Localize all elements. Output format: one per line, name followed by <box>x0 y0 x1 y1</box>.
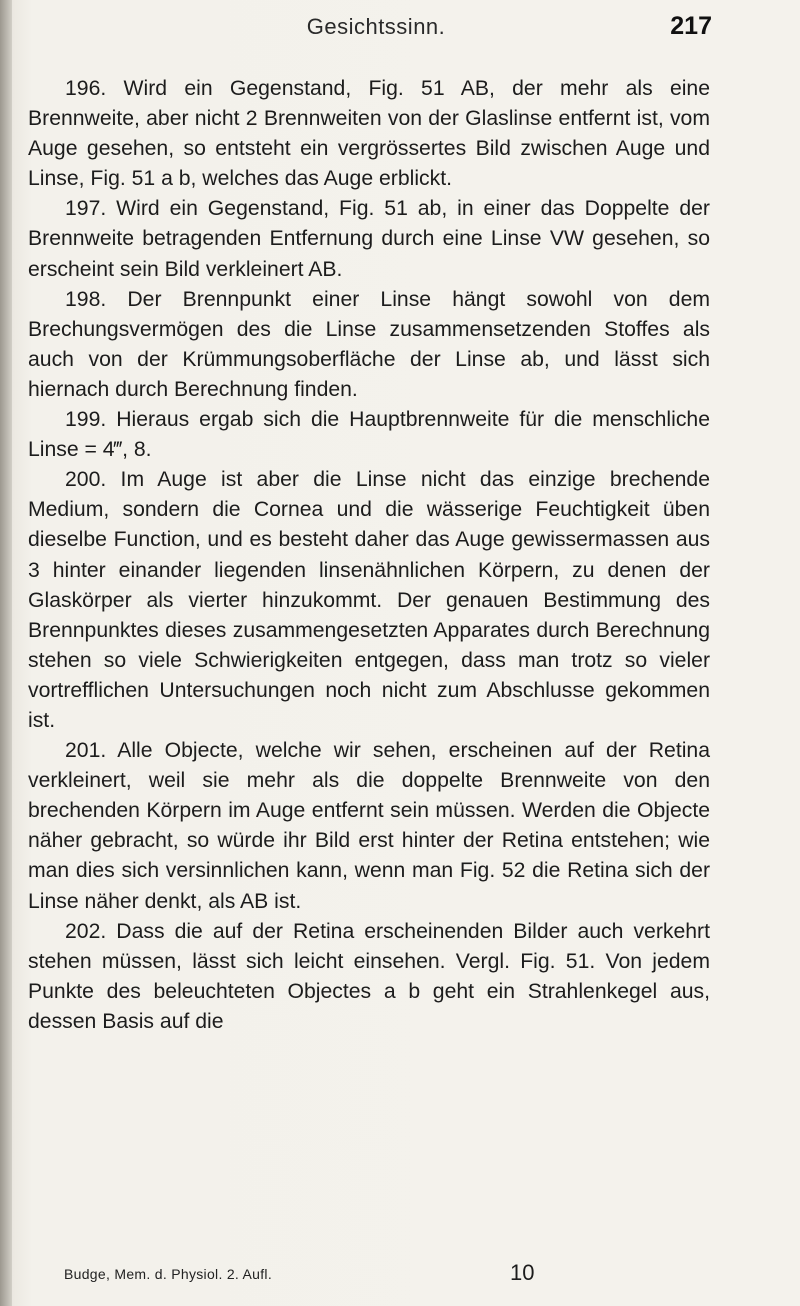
page-footer <box>64 1260 710 1290</box>
page-spine-shadow <box>0 0 12 1306</box>
paragraph-196: 196. Wird ein Gegenstand, Fig. 51 AB, der mehr als eine Brennweite, aber nicht 2 Brennweiten von der Glaslinse entfernt ist, vom Auge gesehen, so entsteht ein vergrössertes Bild zwischen Auge und Linse, Fig. 51 a b, welches das Auge erblickt. <box>28 77 710 191</box>
signature-mark: 10 <box>510 1260 535 1285</box>
paragraph-197: 197. Wird ein Gegenstand, Fig. 51 ab, in einer das Doppelte der Brennweite betragenden Entfernung durch eine Linse VW gesehen, so erscheint sein Bild verkleinert AB. <box>28 197 710 281</box>
body-text <box>28 74 710 1037</box>
footer-citation: Budge, Mem. d. Physiol. 2. Aufl. <box>64 1266 273 1282</box>
page-number: 217 <box>670 12 712 40</box>
running-head: Gesichtssinn. <box>306 14 446 39</box>
paragraph-201: 201. Alle Objecte, welche wir sehen, erscheinen auf der Retina verkleinert, weil sie mehr als die doppelte Brennweite von den brechenden Körpern im Auge entfernt sein müssen. Werden die Objecte näher gebracht, so würde ihr Bild erst hinter der Retina entstehen; wie man dies sich versinnlichen kann, wenn man Fig. 52 die Retina sich der Linse näher denkt, als AB ist. <box>28 739 710 913</box>
paragraph-199: 199. Hieraus ergab sich die Hauptbrennweite für die menschliche Linse = 4‴, 8. <box>28 408 710 462</box>
page-header <box>40 14 712 50</box>
paragraph-198: 198. Der Brennpunkt einer Linse hängt sowohl von dem Brechungsvermögen des die Linse zusammensetzenden Stoffes als auch von der Krümmungsoberfläche der Linse ab, und lässt sich hiernach durch Berechnung finden. <box>28 287 710 401</box>
paragraph-200: 200. Im Auge ist aber die Linse nicht das einzige brechende Medium, sondern die Cornea und die wässerige Feuchtigkeit üben dieselbe Function, und es besteht daher das Auge gewissermassen aus 3 hinter einander liegenden linsenähnlichen Körpern, zu denen der Glaskörper als vierter hinzukommt. Der genauen Bestimmung des Brennpunktes dieses zusammengesetzten Apparates durch Berechnung stehen so viele Schwierigkeiten entgegen, dass man trotz so vieler vortrefflichen Untersuchungen noch nicht zum Abschlusse gekommen ist. <box>28 468 710 732</box>
paragraph-202: 202. Dass die auf der Retina erscheinenden Bilder auch verkehrt stehen müssen, lässt sich leicht einsehen. Vergl. Fig. 51. Von jedem Punkte des beleuchteten Objectes a b geht ein Strahlenkegel aus, dessen Basis auf die <box>28 919 710 1033</box>
